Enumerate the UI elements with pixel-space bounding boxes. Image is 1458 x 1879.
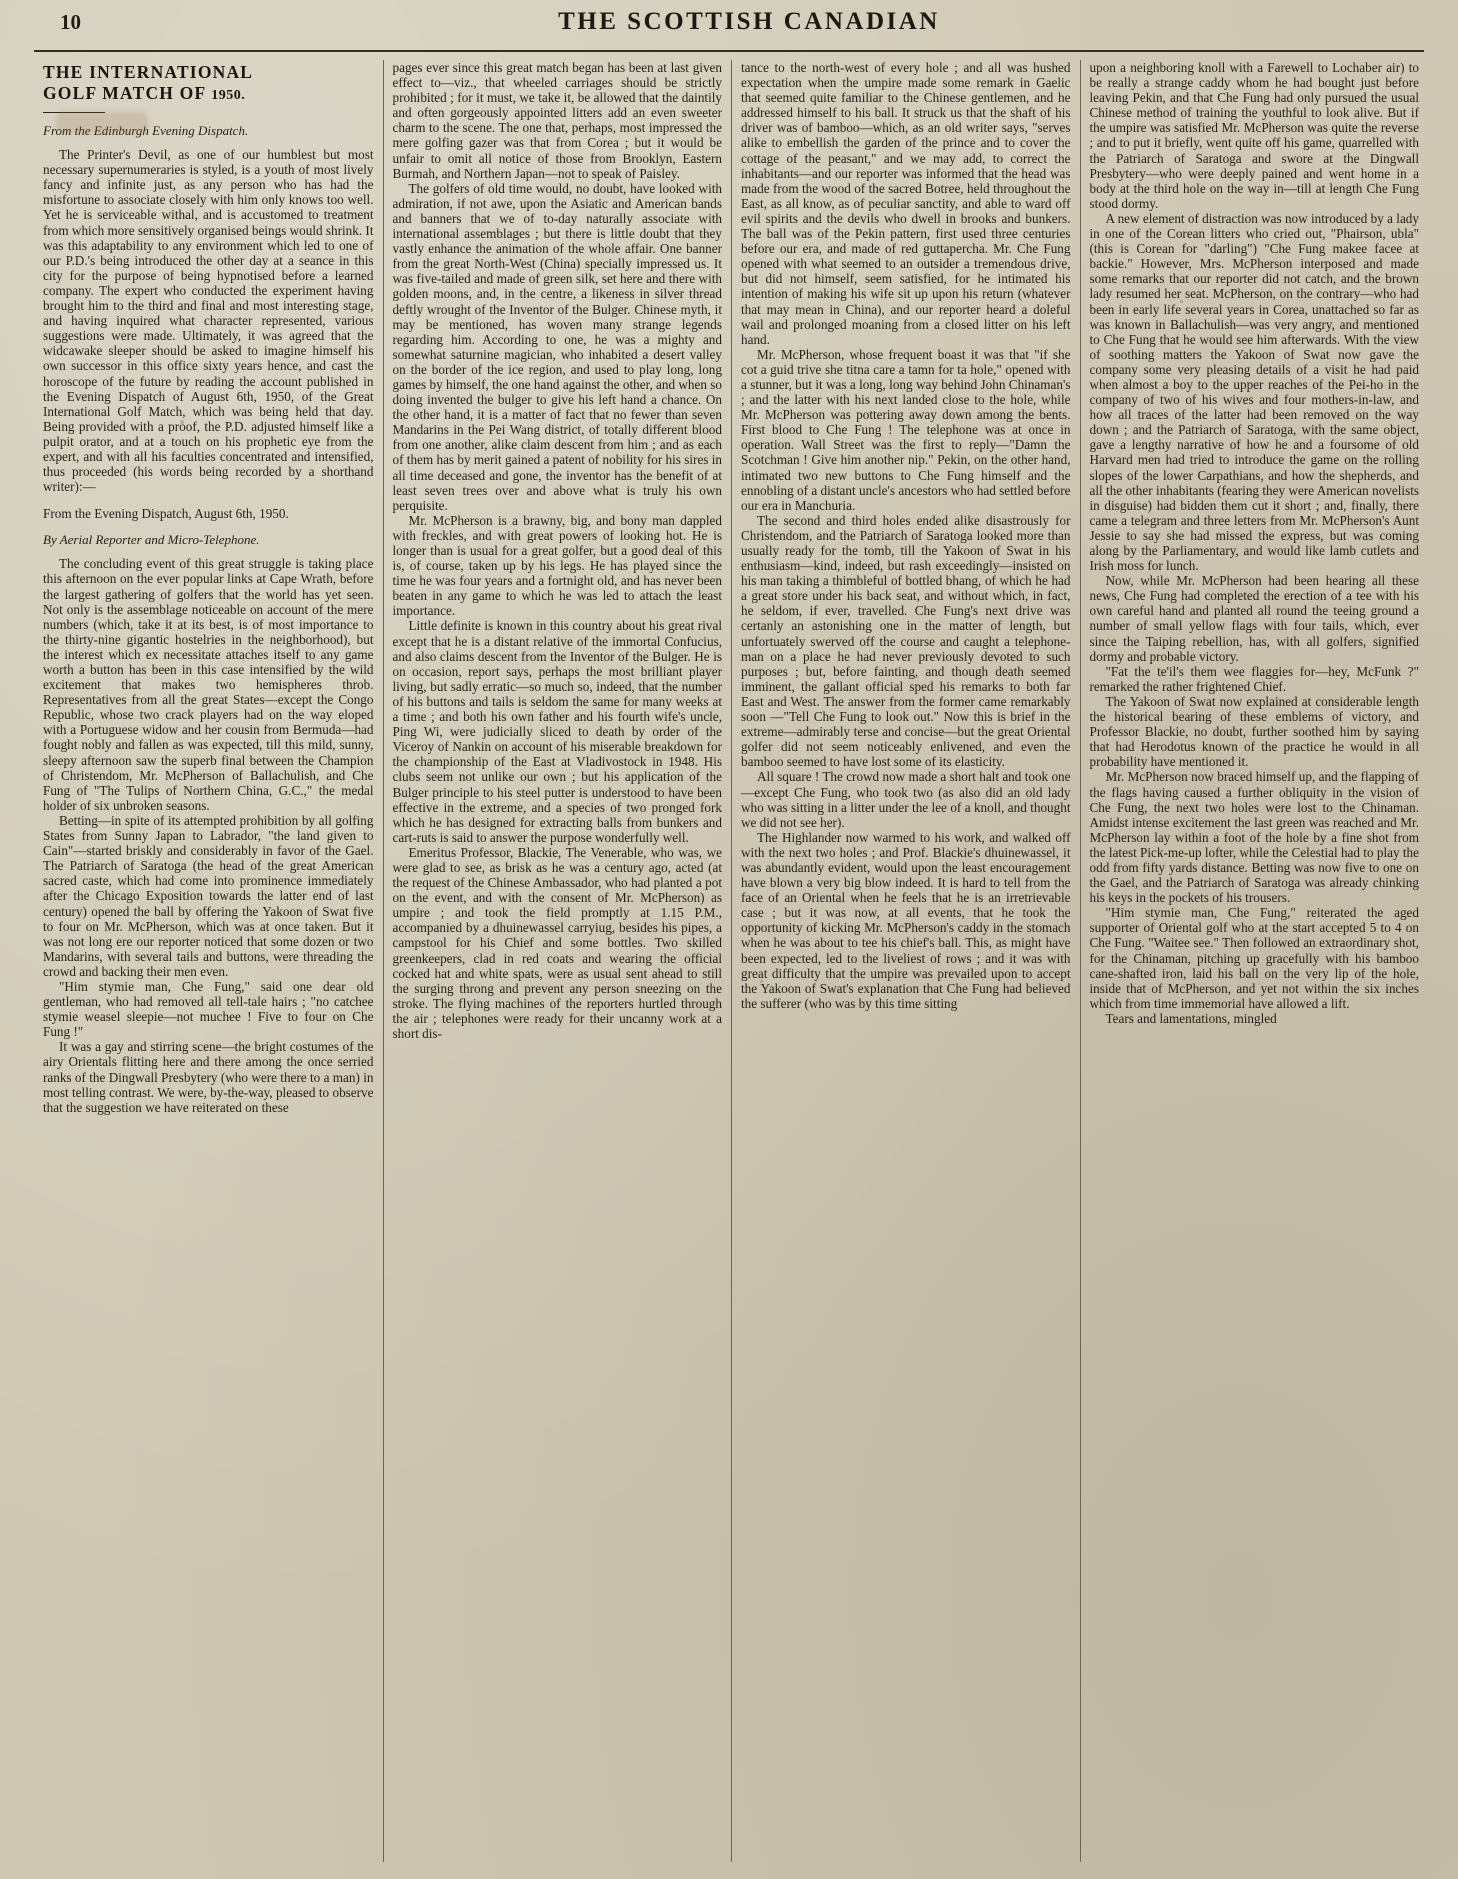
- paragraph: The Highlander now warmed to his work, and walked off with the next two holes ; and Prof. Blackie's dhuinewassel, it was abundantly evident, would upon the least encouragement have blown a very big blow indeed. It is hard to tell from the face of an Oriental when he feels that he is an irretrievable case ; but it was now, at all events, that he took the opportunity of kicking Mr. McPherson's caddy in the stomach when he was about to tee his chief's ball. This, as might have been expected, led to the liveliest of rows ; and it was with great difficulty that the umpire was prevailed upon to accept the Yakoon of Swat's explanation that Che Fung had believed the sufferer (who was by this time sitting: [741, 829, 1071, 1011]
- paragraph: The Printer's Devil, as one of our humblest but most necessary supernumeraries is styled, is a youth of most lively fancy and infinite just, as any person who has had the misfortune to associate closely with him only knows too well. Yet he is serviceable withal, and is accustomed to treatment from which more sensitively organised beings would shrink. It was this adaptability to any environment which led to one of our P.D.'s being introduced the other day at a seance in this city for the purpose of being hypnotised before a learned company. The expert who conducted the experiment having brought him to the third and final and most interesting stage, and having inquired what character represented, various suggestions were made. Ultimately, it was agreed that the widcawake sleeper should be asked to imagine himself his own successor in this office sixty years hence, and cast the horoscope of the future by reading the account published in the Evening Dispatch of August 6th, 1950, of the Great International Golf Match, which was being held that day. Being provided with a proof, the P.D. adjusted himself like a pulpit orator, and at a touch on his prophetic eye from the expert, and with all his faculties concentrated and intensified, thus proceeded (his words being recorded by a shorthand writer):—: [43, 147, 374, 495]
- paragraph: Mr. McPherson, whose frequent boast it was that "if she cot a guid trive she titna care a tamn for ta hole," opened with a stunner, but it was a long, long way behind John Chinaman's ; and the latter with his next landed close to the hole, while Mr. McPherson was pottering away down among the bents. First blood to Che Fung ! The telephone was at once in operation. Wall Street was the first to reply—"Damn the Scotchman ! Give him another nip." Pekin, on the other hand, intimated two new buttons to Che Fung himself and the ennobling of a distant uncle's ancestors who had settled before our era in Manchuria.: [741, 346, 1071, 513]
- paragraph: Now, while Mr. McPherson had been hearing all these news, Che Fung had completed the erection of a tee with his own careful hand and planted all round the teeing ground a number of small yellow flags with four tails, which, ever since the Taiping rebellion, has, with all golfers, signified dormy and probable victory.: [1089, 573, 1419, 664]
- paragraph: "Him stymie man, Che Fung," reiterated the aged supporter of Oriental golf who at the start accepted 5 to 4 on Che Fung. "Waitee see." Then followed an extraordinary shot, for the Chinaman, pitching up gracefully with his bamboo cane-shafted iron, laid his ball on the very lip of the hole, inside that of McPherson, and yet not within the six inches which from time immemorial have allowed a lift.: [1089, 905, 1419, 1011]
- column-3: [731, 60, 1080, 1862]
- headline-rule: [43, 112, 105, 113]
- paragraph: pages ever since this great match began has been at last given effect to—viz., that wheeled carriages should be strictly prohibited ; for it must, we take it, be allowed that the daintily and often gorgeously appointed litters add an even sweeter charm to the scene. The one that, perhaps, most impressed the mere golfing gazer was that from Corea ; but it would be unfair to omit all notice of those from Brooklyn, Eastern Burmah, and Northern Japan—not to speak of Paisley.: [392, 60, 722, 181]
- column-4: [1080, 60, 1429, 1862]
- article-columns: [0, 52, 1458, 1872]
- paragraph: tance to the north-west of every hole ; and all was hushed expectation when the umpire made some remark in Gaelic that seemed quite familiar to the Chinese gentlemen, and he addressed himself to his ball. It struck us that the shaft of his driver was of bamboo—which, as an old writer says, "serves alike to embellish the garden of the prince and to cover the cottage of the peasant," and we may add, to correct the inhabitants—and our reporter was informed that the head was made from the wood of the sacred Botree, held throughout the East, as all know, as of peculiar sanctity, and able to ward off evil spirits and the devils who dwell in brooks and bunkers. The ball was of the Pekin pattern, first used three centuries before our era, and made of red guttapercha. Mr. Che Fung opened with what seemed to an outsider a tremendous drive, but did not himself, seem satisfied, for he intimated his intention of making his wife sit up upon his return (whatever that may mean in China), and our reporter heard a doleful wail and prolonged moaning from a closed litter on his left hand.: [741, 60, 1071, 347]
- byline: By Aerial Reporter and Micro-Telephone.: [43, 532, 260, 548]
- paragraph: A new element of distraction was now introduced by a lady in one of the Corean litters who cried out, "Phairson, ubla" (this is Corean for "darling") "Che Fung makee facee at backie." However, Mrs. McPherson interposed and made some remarks that our reporter did not catch, and the brown lady resumed her seat. McPherson, on the contrary—who had been in early life several years in Corea, unattached so far as was known in Ballachulish—was very angry, and mentioned to Che Fung that he would see him afterwards. With the view of soothing matters the Yakoon of Swat now gave the company some very pleasing details of a visit he had paid when almost a boy to the upper reaches of the Pei-ho in the company of two of his wives and four mothers-in-law, and how all traces of the latter had been removed on the way down ; and the Patriarch of Saratoga, with the same object, gave a lengthy narrative of how he and a foursome of old Harvard men had tried to introduce the game on the rolling slopes of the lower Carpathians, and how the shepherds, and all the other inhabitants (fearing they were American novelists in disguise) had bidden them cut it short ; and, finally, there came a telegram and three letters from Mr. McPherson's Aunt Jessie to say she had missed the express, but was coming along by the Parliamentary, and would like lamb cutlets and Irish moss for lunch.: [1089, 210, 1419, 574]
- source-line: From the Edinburgh Evening Dispatch.: [43, 123, 249, 138]
- paragraph: upon a neighboring knoll with a Farewell to Lochaber air) to be really a strange caddy whom he had bought just before leaving Pekin, and that Che Fung had only pursued the usual Chinese method of training the youthful to look alive. But if the umpire was satisfied Mr. McPherson was quite the reverse ; and to put it briefly, went quite off his game, quarrelled with the Patriarch of Saratoga and swore at the Dingwall Presbytery—who were deeply pained and went home in a body at the third hole on the way in—till at length Che Fung stood dormy.: [1089, 60, 1419, 211]
- paragraph: All square ! The crowd now made a short halt and took one—except Che Fung, who took two (as also did an old lady who was sitting in a litter under the lee of a knoll, and thought we did not see her).: [741, 769, 1071, 830]
- masthead: [0, 0, 1458, 44]
- column-2: [383, 60, 732, 1862]
- paragraph: Little definite is known in this country about his great rival except that he is a distant relative of the immortal Confucius, and also claims descent from the Inventor of the Bulger. He is on occasion, report says, perhaps the most brilliant player living, but sadly erratic—so much so, indeed, that the number of his buttons and tails is seldom the same for many weeks at a time ; and both his own father and his fourth wife's uncle, Ping Wi, were judicially sliced to death by order of the Viceroy of Nankin on account of his miserable breakdown for the championship of the East at Vladivostock in 1948. His clubs seem not unlike our own ; but his application of the Bulger principle to his steel putter is understood to have been effective in the extreme, and a species of two pronged fork which he has designed for extracting balls from bunkers and cart-ruts is said to answer the purpose wonderfully well.: [392, 618, 722, 845]
- paragraph: The second and third holes ended alike disastrously for Christendom, and the Patriarch of Saratoga looked more than usually ready for the tomb, till the Yakoon of Swat in his enthusiasm—kind, indeed, but rash exceedingly—insisted on his man taking a thimbleful of bottled bhang, of which he had a great store under his back seat, and without which, in fact, he seldom, if ever, travelled. Che Fung's next drive was certanly an astonishing one in the matter of length, but unfortuately swerved off the course and caught a telephone-man on a place he had never previously devoted to such purposes ; but, before fainting, and though death seemed imminent, the gallant official sped his remarks to both far East and West. The answer from the former came remarkably soon —"Tell Che Fung to look out." Now this is brief in the extreme—admirably terse and concise—but the great Oriental golfer did not seem noticeably enlivened, and even the bamboo seemed to have lost some of its elasticity.: [741, 512, 1071, 770]
- paragraph: Tears and lamentations, mingled: [1105, 1010, 1277, 1026]
- paragraph: Betting—in spite of its attempted prohibition by all golfing States from Sunny Japan to Labrador, "the land given to Cain"—started briskly and considerably in favor of the Gael. The Patriarch of Saratoga (the head of the great American sacred caste, which had come into prominence immediately after the Chicago Exposition towards the latter end of last century) opened the ball by offering the Yakoon of Swat five to four on Mr. McPherson, which was at once taken. But it was not long ere our reporter noticed that some dozen or two Mandarins, with several tails and buttons, were threading the crowd and backing their men even.: [43, 812, 374, 979]
- dateline: From the Evening Dispatch, August 6th, 1950.: [43, 506, 289, 522]
- paragraph: "Him stymie man, Che Fung," said one dear old gentleman, who had removed all tell-tale hairs ; "no catchee stymie weasel sleepie—not muchee ! Five to four on Che Fung !": [43, 978, 374, 1040]
- paragraph: The concluding event of this great struggle is taking place this afternoon on the ever popular links at Cape Wrath, before the largest gathering of golfers that the world has yet seen. Not only is the assemblage noticeable on account of the mere numbers (which, take it at its best, is of most importance to the thirty-nine gigantic hostelries in the neighborhood), but the interest which ex necessitate attaches itself to any game worth a button has been in this case intensified by the wild excitement that makes two hemispheres throb. Representatives from all the great States—except the Congo Republic, whose two crack players had on the way eloped with a Portuguese widow and her cousin from Bermuda—had fought nobly and fallen as was expected, till this mild, sunny, sleepy afternoon saw the superb final between the Champion of Christendom, Mr. McPherson of Ballachulish, and Che Fung of "The Tulips of Northern China, G.C.," the medal holder of six unbroken seasons.: [43, 556, 374, 813]
- paper-title: THE SCOTTISH CANADIAN: [558, 8, 940, 35]
- headline-line-1: THE INTERNATIONAL: [43, 62, 254, 82]
- paragraph: "Fat the te'il's them wee flaggies for—hey, McFunk ?" remarked the rather frightened Chief.: [1089, 663, 1419, 694]
- paragraph: The Yakoon of Swat now explained at considerable length the historical bearing of these emblems of victory, and Professor Blackie, no doubt, further soothed him by saying that had Herodotus known of the practice he would in all probability have mentioned it.: [1089, 693, 1419, 770]
- paragraph: Mr. McPherson is a brawny, big, and bony man dappled with freckles, and with great powers of looking hot. He is longer than is usual for a great golfer, but a good deal of this is, of course, taken up by his legs. He has played since the time he was four years and a fortnight old, and has never been beaten in any game to which he was led to attach the least importance.: [392, 512, 722, 619]
- headline-year: 1950.: [211, 88, 246, 103]
- paragraph: Mr. McPherson now braced himself up, and the flapping of the flags having caused a further obliquity in the vision of Che Fung, the next two holes were lost to the Chinaman. Amidst intense excitement the last green was reached and Mr. McPherson lay within a foot of the hole by a fine shot from the latest Pick-me-up lofter, while the Celestial had to play the odd from fifty yards distance. Betting was now five to one on the Gael, and the Patriarch of Saratoga was already chinking his keys in the pockets of his trousers.: [1089, 769, 1419, 906]
- paragraph: Emeritus Professor, Blackie, The Venerable, who was, we were glad to see, as brisk as he was a century ago, acted (at the request of the Chinese Ambassador, who had planted a pot on the event, and with the consent of Mr. McPherson) as umpire ; and took the field promptly at 1.15 P.M., accompanied by a dhuinewassel carryiug, besides his pipes, a campstool for his Chief and some bottles. Two skilled greenkeepers, clad in red coats and wearing the official cocked hat and white spats, were as usual sent ahead to still the surging throng and prevent any person sneezing on the stroke. The flying machines of the reporters hurtled through the air ; telephones were ready for their uncanny work at a short dis-: [392, 844, 722, 1041]
- paragraph: The golfers of old time would, no doubt, have looked with admiration, if not awe, upon the Asiatic and American bands and banners that we of to-day naturally associate with international assemblages ; but there is little doubt that they vastly enhance the animation of the whole affair. One banner from the great North-West (China) specially impressed us. It was five-tailed and made of green silk, set here and there with golden moons, and, in the centre, a likeness in silver thread deftly wrought of the Inventor of the Bulger. Chinese myth, it may be mentioned, has woven many strange legends regarding him. According to one, he was a mighty and somewhat saturnine magician, who inhabited a desert valley on the border of the ice region, and used to play long, long games by himself, the one hand against the other, and when so doing invented the bulger to give his left hand a chance. On the other hand, it is a matter of fact that no fewer than seven Mandarins in the Pei Wang district, of totally different blood from one another, alike claim descent from him ; and as each of them has by merit gained a patent of nobility for his sires in all time deceased and gone, the inventor has the benefit of at least seven trees over and above what is truly his own perquisite.: [392, 180, 722, 513]
- paragraph: It was a gay and stirring scene—the bright costumes of the airy Orientals flitting here and there among the once serried ranks of the Dingwall Presbytery (who were there to a man) in most telling contrast. We were, by-the-way, pleased to observe that the suggestion we have reiterated on these: [43, 1039, 374, 1115]
- headline-line-2: GOLF MATCH OF: [43, 83, 206, 103]
- page-title: [43, 62, 374, 106]
- page-number: 10: [60, 10, 81, 34]
- column-1: [34, 60, 383, 1862]
